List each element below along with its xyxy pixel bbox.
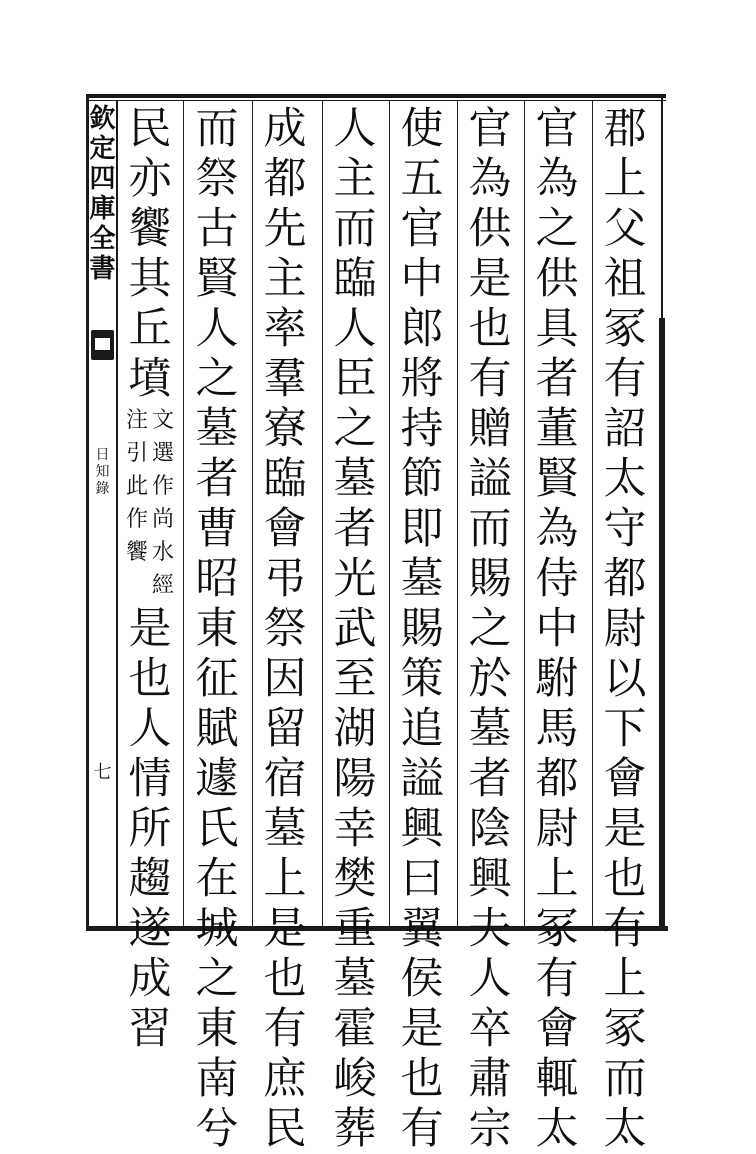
- text-column-4: 使五官中郎將持節即墓賜策追謚興曰翼侯是也有: [400, 104, 444, 1154]
- column-divider: [322, 101, 323, 926]
- frame-top-inner-border: [86, 100, 666, 101]
- column-divider: [457, 101, 458, 926]
- text-column-6: 成都先主率羣寮臨會弔祭因留宿墓上是也有庶民: [263, 104, 307, 1154]
- column-8-main-text-end: 是也人情所趨遂成習: [128, 604, 172, 1054]
- frame-right-border-thin: [661, 94, 663, 318]
- gutter-book-title: 日知錄: [95, 447, 110, 497]
- column-divider: [592, 101, 593, 926]
- text-column-8: [123, 104, 177, 1054]
- note-right-line: 文選作尚水經: [151, 408, 174, 598]
- column-divider: [389, 101, 390, 926]
- text-column-5: 人主而臨人臣之墓者光武至湖陽幸樊重墓霍峻葬: [333, 104, 377, 1154]
- text-column-2: 官為之供具者董賢為侍中駙馬都尉上冢有會輒太: [535, 104, 579, 1154]
- fishtail-mark-inner: [95, 338, 110, 350]
- gutter-title: 欽定四庫全書: [89, 104, 116, 284]
- note-left-line: 注引此作饗: [125, 408, 148, 565]
- interlinear-note: [123, 404, 177, 604]
- gutter-page-number: 七: [93, 762, 112, 783]
- frame-right-border: [659, 318, 665, 930]
- gutter-divider: [116, 101, 118, 926]
- column-8-main-text-start: 民亦饗其丘墳: [128, 104, 172, 404]
- column-divider: [183, 101, 184, 926]
- column-divider: [524, 101, 525, 926]
- text-column-3: 官為供是也有贈謚而賜之於墓者陰興夫人卒肅宗: [468, 104, 512, 1154]
- text-column-1: 郡上父祖冢有詔太守都尉以下會是也有上冢而太: [603, 104, 647, 1154]
- text-column-7: 而祭古賢人之墓者曹昭東征賦遽氏在城之東南兮: [195, 104, 239, 1154]
- frame-top-border: [86, 94, 666, 98]
- column-divider: [252, 101, 253, 926]
